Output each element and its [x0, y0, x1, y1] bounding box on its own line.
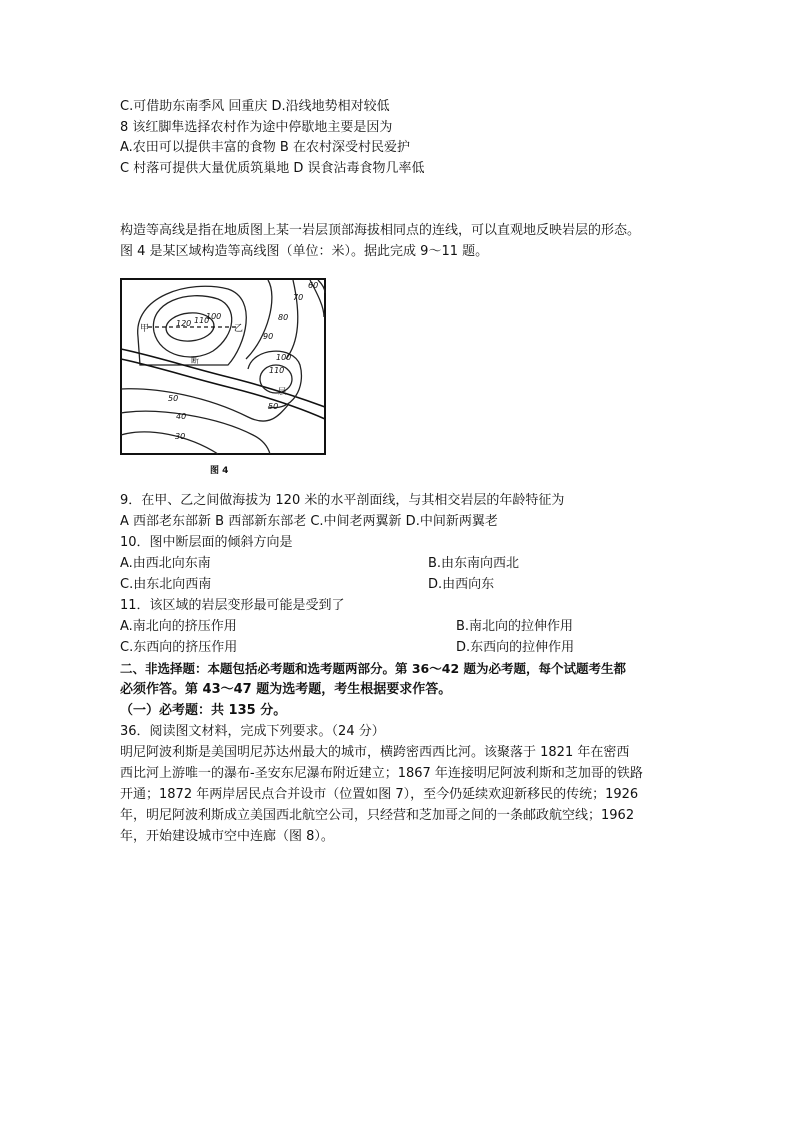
- point-yi-label: 乙: [234, 324, 244, 334]
- paragraph-line: 开通；1872 年两岸居民点合并设市（位置如图 7），至今仍延续欢迎新移民的传统；1926: [120, 787, 639, 802]
- contour-label: 100: [206, 312, 222, 321]
- contour-label: 70: [293, 293, 304, 302]
- paragraph-line: 明尼阿波利斯是美国明尼苏达州最大的城市，横跨密西西比河。该聚落于 1821 年在密西: [120, 745, 630, 760]
- contour-label: 50: [168, 394, 179, 403]
- contour-label: 90: [263, 332, 274, 341]
- question-36: 36．阅读图文材料，完成下列要求。（24 分）: [120, 724, 385, 739]
- q7-options-cd: C.可借助东南季风 回重庆 D.沿线地势相对较低: [120, 99, 390, 114]
- intro-line-1: 构造等高线是指在地质图上某一岩层顶部海拔相同点的连线，可以直观地反映岩层的形态。: [120, 223, 641, 238]
- contour-label: 80: [278, 313, 289, 322]
- q9-options: A 西部老东部新 B 西部新东部老 C.中间老两翼新 D.中间新两翼老: [120, 514, 498, 529]
- figure-4-structure-contour-map: [118, 277, 330, 476]
- fault-label-a: 断: [191, 356, 199, 365]
- contour-label: 50: [268, 402, 279, 411]
- intro-line-2: 图 4 是某区域构造等高线图（单位：米）。据此完成 9～11 题。: [120, 244, 489, 259]
- required-section-heading: （一）必考题：共 135 分。: [120, 703, 287, 718]
- q10-option-d: D.由西向东: [428, 577, 495, 592]
- q11-option-b: B.南北向的拉伸作用: [456, 619, 574, 634]
- section-2-heading-line-1: 二、非选择题：本题包括必考题和选考题两部分。第 36～42 题为必考题，每个试题考生都: [120, 661, 626, 676]
- q11-option-a: A.南北向的挤压作用: [120, 619, 237, 634]
- paragraph-line: 年，开始建设城市空中连廊（图 8）。: [120, 829, 334, 844]
- contour-label: 110: [194, 316, 210, 325]
- contour-map-svg: [118, 277, 330, 459]
- contour-label: 60: [308, 281, 319, 290]
- q10-option-c: C.由东北向西南: [120, 577, 212, 592]
- paragraph-line: 西比河上游唯一的瀑布-圣安东尼瀑布附近建立；1867 年连接明尼阿波利斯和芝加哥的铁路: [120, 766, 643, 781]
- fault-label-b: 层: [278, 387, 286, 396]
- q8-options-ab: A.农田可以提供丰富的食物 B 在农村深受村民爱护: [120, 140, 410, 155]
- q10-option-a: A.由西北向东南: [120, 556, 211, 571]
- contour-label: 110: [269, 366, 285, 375]
- q11-option-c: C.东西向的挤压作用: [120, 640, 238, 655]
- question-10: 10．图中断层面的倾斜方向是: [120, 535, 293, 550]
- q11-option-d: D.东西向的拉伸作用: [456, 640, 575, 655]
- figure-caption: 图 4: [210, 466, 229, 476]
- q8-options-cd: C 村落可提供大量优质筑巢地 D 误食沾毒食物几率低: [120, 161, 425, 176]
- point-jia-label: 甲: [140, 324, 150, 334]
- contour-label: 120: [176, 319, 192, 328]
- paragraph-line: 年，明尼阿波利斯成立美国西北航空公司，只经营和芝加哥之间的一条邮政航空线；1962: [120, 808, 635, 823]
- contour-label: 30: [175, 432, 186, 441]
- question-8: 8 该红脚隼选择农村作为途中停歇地主要是因为: [120, 120, 393, 135]
- q10-option-b: B.由东南向西北: [428, 556, 520, 571]
- contour-label: 40: [176, 412, 187, 421]
- question-9: 9．在甲、乙之间做海拔为 120 米的水平剖面线，与其相交岩层的年龄特征为: [120, 493, 565, 508]
- contour-label: 100: [276, 353, 292, 362]
- question-11: 11．该区域的岩层变形最可能是受到了: [120, 598, 345, 613]
- section-2-heading-line-2: 必须作答。第 43～47 题为选考题，考生根据要求作答。: [120, 682, 452, 697]
